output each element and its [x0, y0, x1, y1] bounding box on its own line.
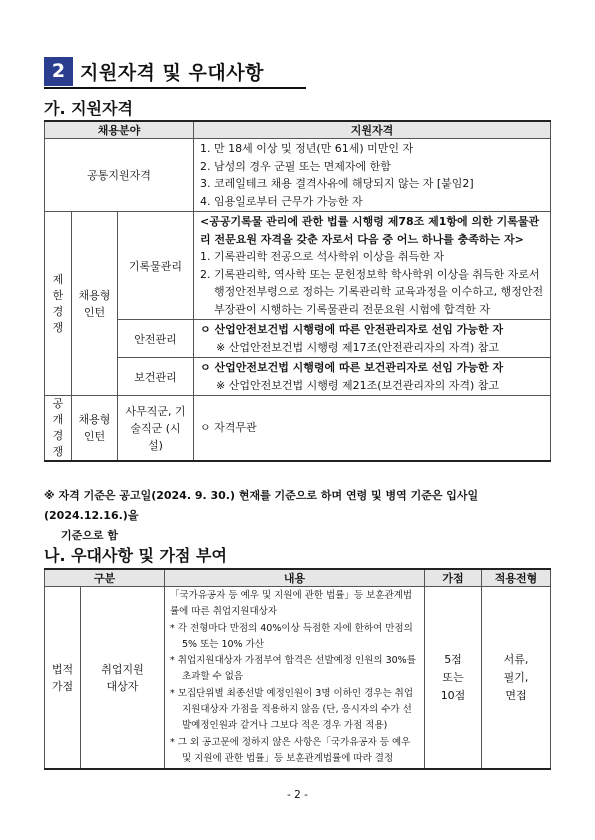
table-row — [45, 587, 551, 770]
note-line: ※ 자격 기준은 공고일(2024. 9. 30.) 현재를 기준으로 하며 연령 및 병역 기준은 입사일(2024.12.16.)을 — [44, 489, 479, 522]
list-item: 3. 코레일테크 채용 결격사유에 해당되지 않는 자 [붙임2] — [200, 177, 474, 190]
common-label: 공통지원자격 — [45, 139, 194, 212]
header-field: 채용분야 — [45, 121, 194, 139]
list-item: * 모집단위별 최종선발 예정인원이 3명 이하인 경우는 취업지원대상자 가점을 적용하지 않음 (단, 응시자의 수가 선발예정인원과 같거나 그보다 적은 경우 가점 적용) — [170, 687, 414, 732]
safety-main: ㅇ 산업안전보건법 시행령에 따른 안전관리자로 선임 가능한 자 — [200, 323, 504, 336]
header-points: 가점 — [425, 569, 482, 587]
page-number: - 2 - — [287, 789, 308, 801]
table-row — [45, 212, 551, 320]
limited-label: 제한경쟁 — [45, 212, 72, 396]
preferences-heading: 나. 우대사항 및 가점 부여 — [44, 546, 227, 565]
header-apply: 적용전형 — [482, 569, 551, 587]
records-intro: <공공기록물 관리에 관한 법률 시행령 제78조 제1항에 의한 기록물관리 전문요원 자격을 갖춘 자로서 다음 중 어느 하나를 충족하는 자> — [200, 215, 540, 246]
common-items — [194, 139, 551, 212]
list-item: 1. 만 18세 이상 및 정년(만 61세) 미만인 자 — [200, 142, 414, 155]
table-row — [45, 139, 551, 212]
table-row — [45, 358, 551, 396]
open-type: 채용형 인턴 — [72, 396, 118, 462]
pref-intro: 「국가유공자 등 예우 및 지원에 관한 법률」등 보훈관계법률에 따른 취업지원대상자 — [170, 590, 413, 618]
open-label: 공개경쟁 — [45, 396, 72, 462]
list-item: 4. 임용일로부터 근무가 가능한 자 — [200, 194, 363, 208]
safety-quals — [194, 320, 551, 358]
qualification-note — [44, 486, 554, 546]
list-item: * 취업지원대상자 가점부여 합격은 선발예정 인원의 30%를 초과할 수 없음 — [170, 655, 416, 683]
safety-label: 안전관리 — [118, 320, 194, 358]
pref-points: 5점 또는 10점 — [425, 587, 482, 770]
table-header-row — [45, 569, 551, 587]
records-quals — [194, 212, 551, 320]
preferences-table — [44, 568, 551, 770]
list-item: 1. 기록관리학 전공으로 석사학위 이상을 취득한 자 — [200, 250, 444, 263]
header-qual: 지원자격 — [194, 121, 551, 139]
qualifications-heading: 가. 지원자격 — [44, 99, 133, 118]
safety-note: ※ 산업안전보건법 시행령 제17조(안전관리자의 자격) 참고 — [216, 340, 500, 354]
table-row — [45, 396, 551, 462]
pref-target: 취업지원 대상자 — [81, 587, 165, 770]
title-underline — [44, 87, 306, 89]
header-category: 구분 — [45, 569, 165, 587]
table-header-row — [45, 121, 551, 139]
table-row — [45, 320, 551, 358]
list-item: 2. 기록관리학, 역사학 또는 문헌정보학 학사학위 이상을 취득한 자로서 행정안전부령으로 정하는 기록관리학 교육과정을 이수하고, 행정안전부장관이 시행하는 기록물관리 전문요원 시험에 합격한 자 — [200, 267, 544, 316]
section-title: 지원자격 및 우대사항 — [80, 62, 264, 84]
health-note: ※ 산업안전보건법 시행령 제21조(보건관리자의 자격) 참고 — [216, 378, 500, 392]
qualifications-table — [44, 120, 551, 462]
health-quals — [194, 358, 551, 396]
section-number-badge: 2 — [44, 57, 73, 86]
open-field: 사무직군, 기술직군 (시설) — [118, 396, 194, 462]
note-line: 기준으로 함 — [61, 529, 118, 542]
pref-content — [165, 587, 425, 770]
health-label: 보건관리 — [118, 358, 194, 396]
pref-category: 법적 가점 — [45, 587, 81, 770]
health-main: ㅇ 산업안전보건법 시행령에 따른 보건관리자로 선임 가능한 자 — [200, 361, 504, 374]
list-item: 2. 남성의 경우 군필 또는 면제자에 한함 — [200, 159, 391, 173]
records-label: 기록물관리 — [118, 212, 194, 320]
open-qual: ㅇ 자격무관 — [194, 396, 551, 462]
limited-type: 채용형 인턴 — [72, 212, 118, 396]
header-content: 내용 — [165, 569, 425, 587]
list-item: * 그 외 공고문에 정하지 않은 사항은「국가유공자 등 예우 및 지원에 관한 법률」등 보훈관계법률에 따라 결정 — [170, 736, 411, 764]
pref-apply: 서류, 필기, 면접 — [482, 587, 551, 770]
list-item: * 각 전형마다 만점의 40%이상 득점한 자에 한하여 만점의 5% 또는 10% 가산 — [170, 622, 413, 650]
